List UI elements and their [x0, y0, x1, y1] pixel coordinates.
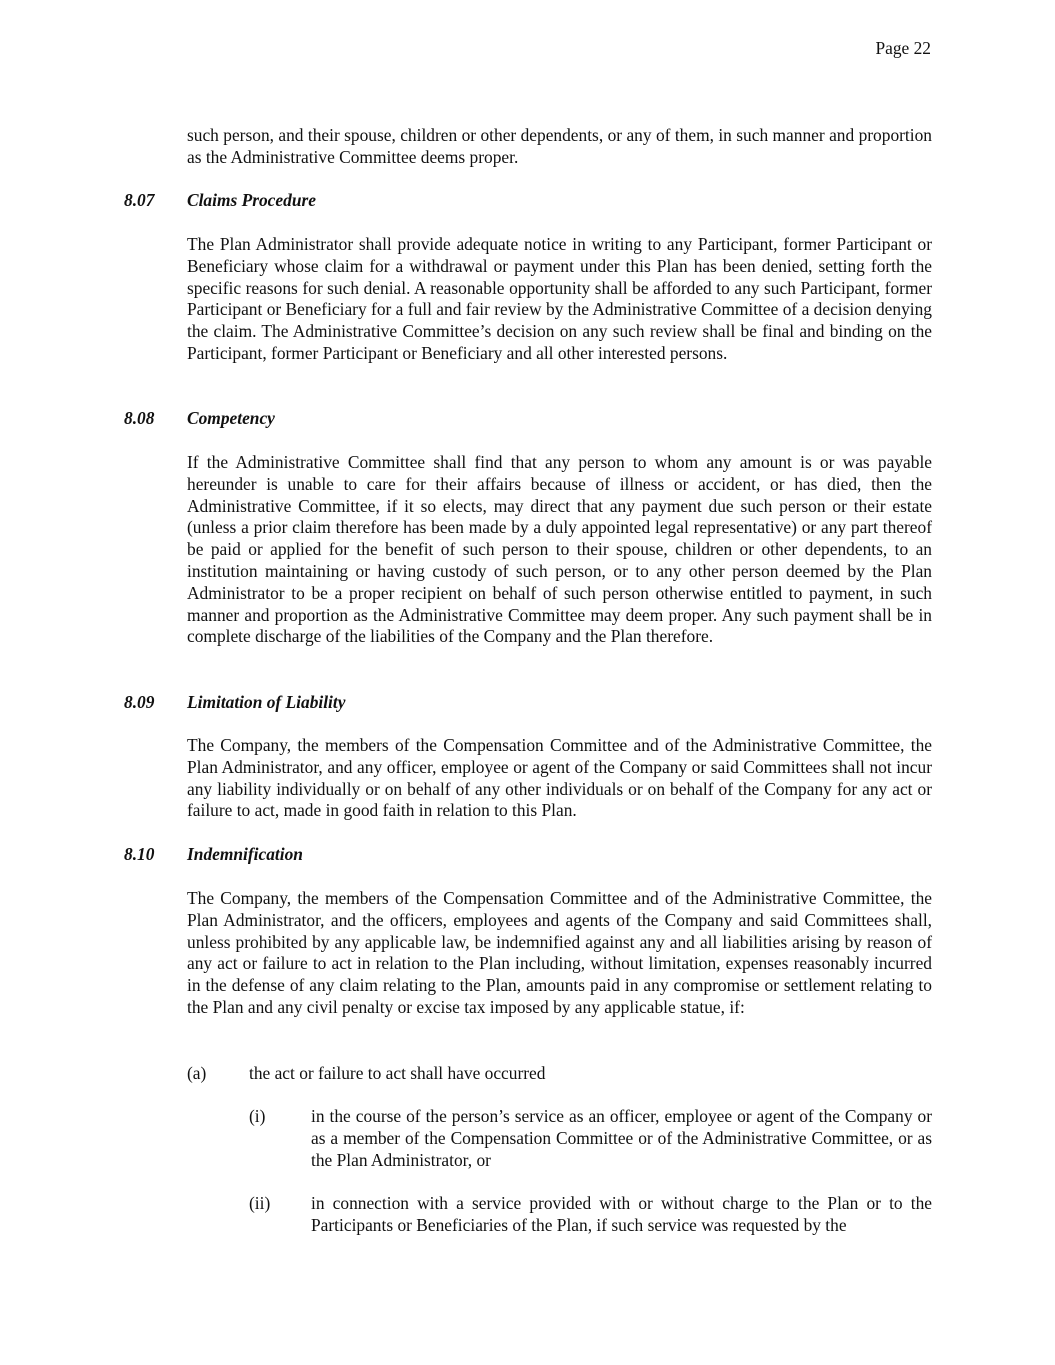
intro-paragraph: such person, and their spouse, children or other dependents, or any of them, in such manner and proportion as the Administrative Committee deems proper.	[187, 125, 932, 167]
section-number: 8.08	[124, 408, 155, 428]
list-item-ii-text: in connection with a service provided with or without charge to the Plan or to the Participants or Beneficiaries of the Plan, if such service was requested by the	[311, 1193, 932, 1235]
section-body-8-09: The Company, the members of the Compensation Committee and of the Administrative Committee, the Plan Administrator, and any officer, employee or agent of the Company or said Committees shall not incur any liability individually or on behalf of any other individuals or on behalf of the Company for any act or failure to act, made in good faith in relation to this Plan.	[187, 735, 932, 821]
section-title: Claims Procedure	[187, 190, 316, 210]
section-number: 8.10	[124, 844, 155, 864]
section-body-8-08: If the Administrative Committee shall find that any person to whom any amount is or was payable hereunder is unable to care for their affairs because of illness or accident, or has died, then the Administrative Committee, if it so elects, may direct that any payment due such person or their estate (unless a prior claim therefore has been made by a duly appointed legal representative) or any part thereof be paid or applied for the benefit of such person to their spouse, children or other dependents, to an institution maintaining or having custody of such person, or to any other person deemed by the Plan Administrator to be a proper recipient on behalf of such person otherwise entitled to payment, in such manner and proportion as the Administrative Committee may deem proper. Any such payment shall be in complete discharge of the liabilities of the Company and the Plan therefore.	[187, 452, 932, 647]
list-item-ii-label: (ii)	[249, 1193, 271, 1213]
section-heading-8-08	[124, 408, 275, 430]
page-number: Page 22	[875, 38, 931, 58]
section-body-8-10: The Company, the members of the Compensation Committee and of the Administrative Committee, the Plan Administrator, and the officers, employees and agents of the Company and said Committees shall, unless prohibited by any applicable law, be indemnified against any and all liabilities arising by reason of any act or failure to act in relation to the Plan including, without limitation, expenses reasonably incurred in the defense of any claim relating to the Plan, amounts paid in any compromise or settlement relating to the Plan and any civil penalty or excise tax imposed by any applicable statue, if:	[187, 888, 932, 1017]
section-title: Indemnification	[187, 844, 303, 864]
section-number: 8.07	[124, 190, 155, 210]
list-item-i-text: in the course of the person’s service as an officer, employee or agent of the Company or as a member of the Compensation Committee or of the Administrative Committee, or as the Plan Administrator, or	[311, 1106, 932, 1170]
list-item-a-label: (a)	[187, 1063, 207, 1083]
section-body-8-07: The Plan Administrator shall provide adequate notice in writing to any Participant, former Participant or Beneficiary whose claim for a withdrawal or payment under this Plan has been denied, setting forth the specific reasons for such denial. A reasonable opportunity shall be afforded to any such Participant, former Participant or Beneficiary for a full and fair review by the Administrative Committee of a decision denying the claim. The Administrative Committee’s decision on any such review shall be final and binding on the Participant, former Participant or Beneficiary and all other interested persons.	[187, 234, 932, 363]
section-heading-8-09	[124, 692, 345, 714]
section-number: 8.09	[124, 692, 155, 712]
section-heading-8-10	[124, 844, 303, 866]
list-item-i-label: (i)	[249, 1106, 266, 1126]
section-heading-8-07	[124, 190, 316, 212]
section-title: Competency	[187, 408, 275, 428]
section-title: Limitation of Liability	[187, 692, 346, 712]
list-item-a-text: the act or failure to act shall have occurred	[249, 1063, 546, 1083]
